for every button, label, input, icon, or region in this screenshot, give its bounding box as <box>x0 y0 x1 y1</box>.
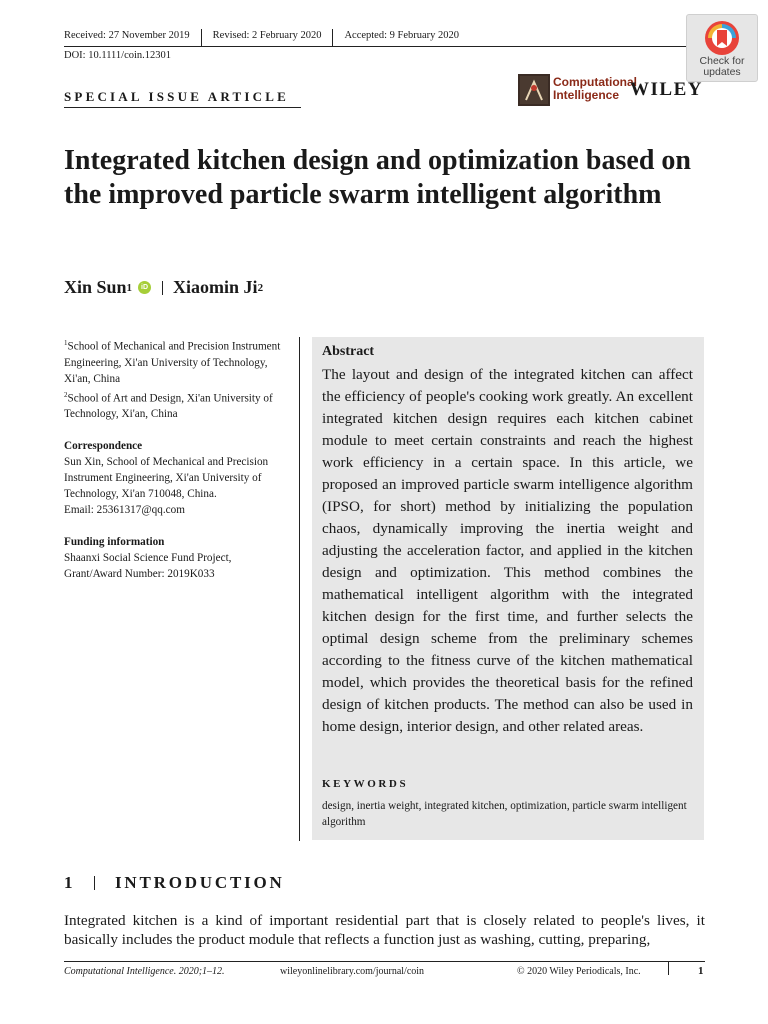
header-rule <box>64 46 705 47</box>
funding-text: Shaanxi Social Science Fund Project, Grant/Award Number: 2019K033 <box>64 552 232 581</box>
author-separator <box>162 281 163 295</box>
correspondence-heading: Correspondence <box>64 440 143 453</box>
footer-copyright: © 2020 Wiley Periodicals, Inc. <box>517 966 641 977</box>
doi[interactable]: DOI: 10.1111/coin.12301 <box>64 50 172 61</box>
received-date: Received: 27 November 2019 <box>64 29 202 47</box>
section-heading <box>64 873 285 893</box>
correspondence-text: Sun Xin, School of Mechanical and Precision Instrument Engineering, Xi'an University of Technology, Xi'an 710048, China. <box>64 456 269 501</box>
journal-name: Computational Intelligence <box>553 75 637 102</box>
page-number: 1 <box>698 965 704 977</box>
article-type: SPECIAL ISSUE ARTICLE <box>64 89 289 104</box>
funding-heading: Funding information <box>64 536 165 549</box>
correspondence-email[interactable]: Email: 25361317@qq.com <box>64 504 185 517</box>
intro-paragraph: Integrated kitchen is a kind of important residential part that is closely related to people's lives, it basically includes the product module that reflects a function just as washing, cutting, preparing, <box>64 912 705 948</box>
journal-logo <box>518 74 637 106</box>
author-affiliation-mark: 2 <box>257 281 264 294</box>
accepted-date: Accepted: 9 February 2020 <box>344 30 460 41</box>
footer-citation: Computational Intelligence. 2020;1–12. <box>64 966 225 977</box>
footer-separator <box>668 962 669 975</box>
footer-url[interactable]: wileyonlinelibrary.com/journal/coin <box>280 966 425 977</box>
keywords-text: design, inertia weight, integrated kitchen, optimization, particle swarm intelligent algorithm <box>322 800 687 828</box>
author-list <box>64 277 263 298</box>
publisher-logo: WILEY <box>630 79 703 100</box>
badge-line-1: Check for <box>699 55 745 67</box>
section-title: INTRODUCTION <box>115 873 285 892</box>
affiliation-1: $^1$School of Mechanical and Precision Instrument Engineering, Xi'an University of Technology, Xi'an, China <box>64 339 281 385</box>
keywords-heading: KEYWORDS <box>322 778 409 790</box>
affiliation-2: $^2$School of Art and Design, Xi'an University of Technology, Xi'an, China <box>64 390 273 421</box>
abstract-heading: Abstract <box>322 344 375 359</box>
journal-logo-mark <box>518 74 550 106</box>
sidebar-divider <box>299 337 300 841</box>
author-name[interactable]: Xin Sun <box>64 277 127 297</box>
crossmark-icon <box>703 19 741 57</box>
article-dates <box>64 29 705 47</box>
badge-line-2: updates <box>703 66 741 78</box>
revised-date: Revised: 2 February 2020 <box>213 29 334 47</box>
article-type-rule <box>64 107 301 108</box>
author-info-sidebar <box>64 335 290 582</box>
paper-title: Integrated kitchen design and optimization based on the improved particle swarm intelligent algorithm <box>64 145 691 210</box>
footer-rule <box>64 961 705 962</box>
abstract-text: The layout and design of the integrated kitchen can affect the efficiency of people's cooking work greatly. An excellent integrated kitchen design requires each kitchen cabinet module to meet certain constraints and reach the highest work efficiency in a certain space. In this article, we proposed an improved particle swarm intelligence algorithm (IPSO, for short) method by initializing the population chaos, dynamically improving the inertia weight and adjusting the acceleration factor, and applied in the kitchen design and optimization. This method combines the mathematical intelligent algorithm with the integrated kitchen design for the first time, and further selects the optimal design scheme from the preliminary schemes according to the fitness curve of the kitchen mathematical model, which provides the theoretical basis for the refined design of kitchen products. The method can also be used in home design, interior design, and other related areas. <box>322 366 693 735</box>
orcid-icon[interactable]: iD <box>138 281 151 294</box>
author-affiliation-mark: 1 <box>126 281 133 294</box>
section-separator <box>94 876 95 890</box>
check-for-updates-button[interactable] <box>686 14 758 82</box>
section-number: 1 <box>64 873 73 892</box>
author-name[interactable]: Xiaomin Ji <box>173 277 258 297</box>
